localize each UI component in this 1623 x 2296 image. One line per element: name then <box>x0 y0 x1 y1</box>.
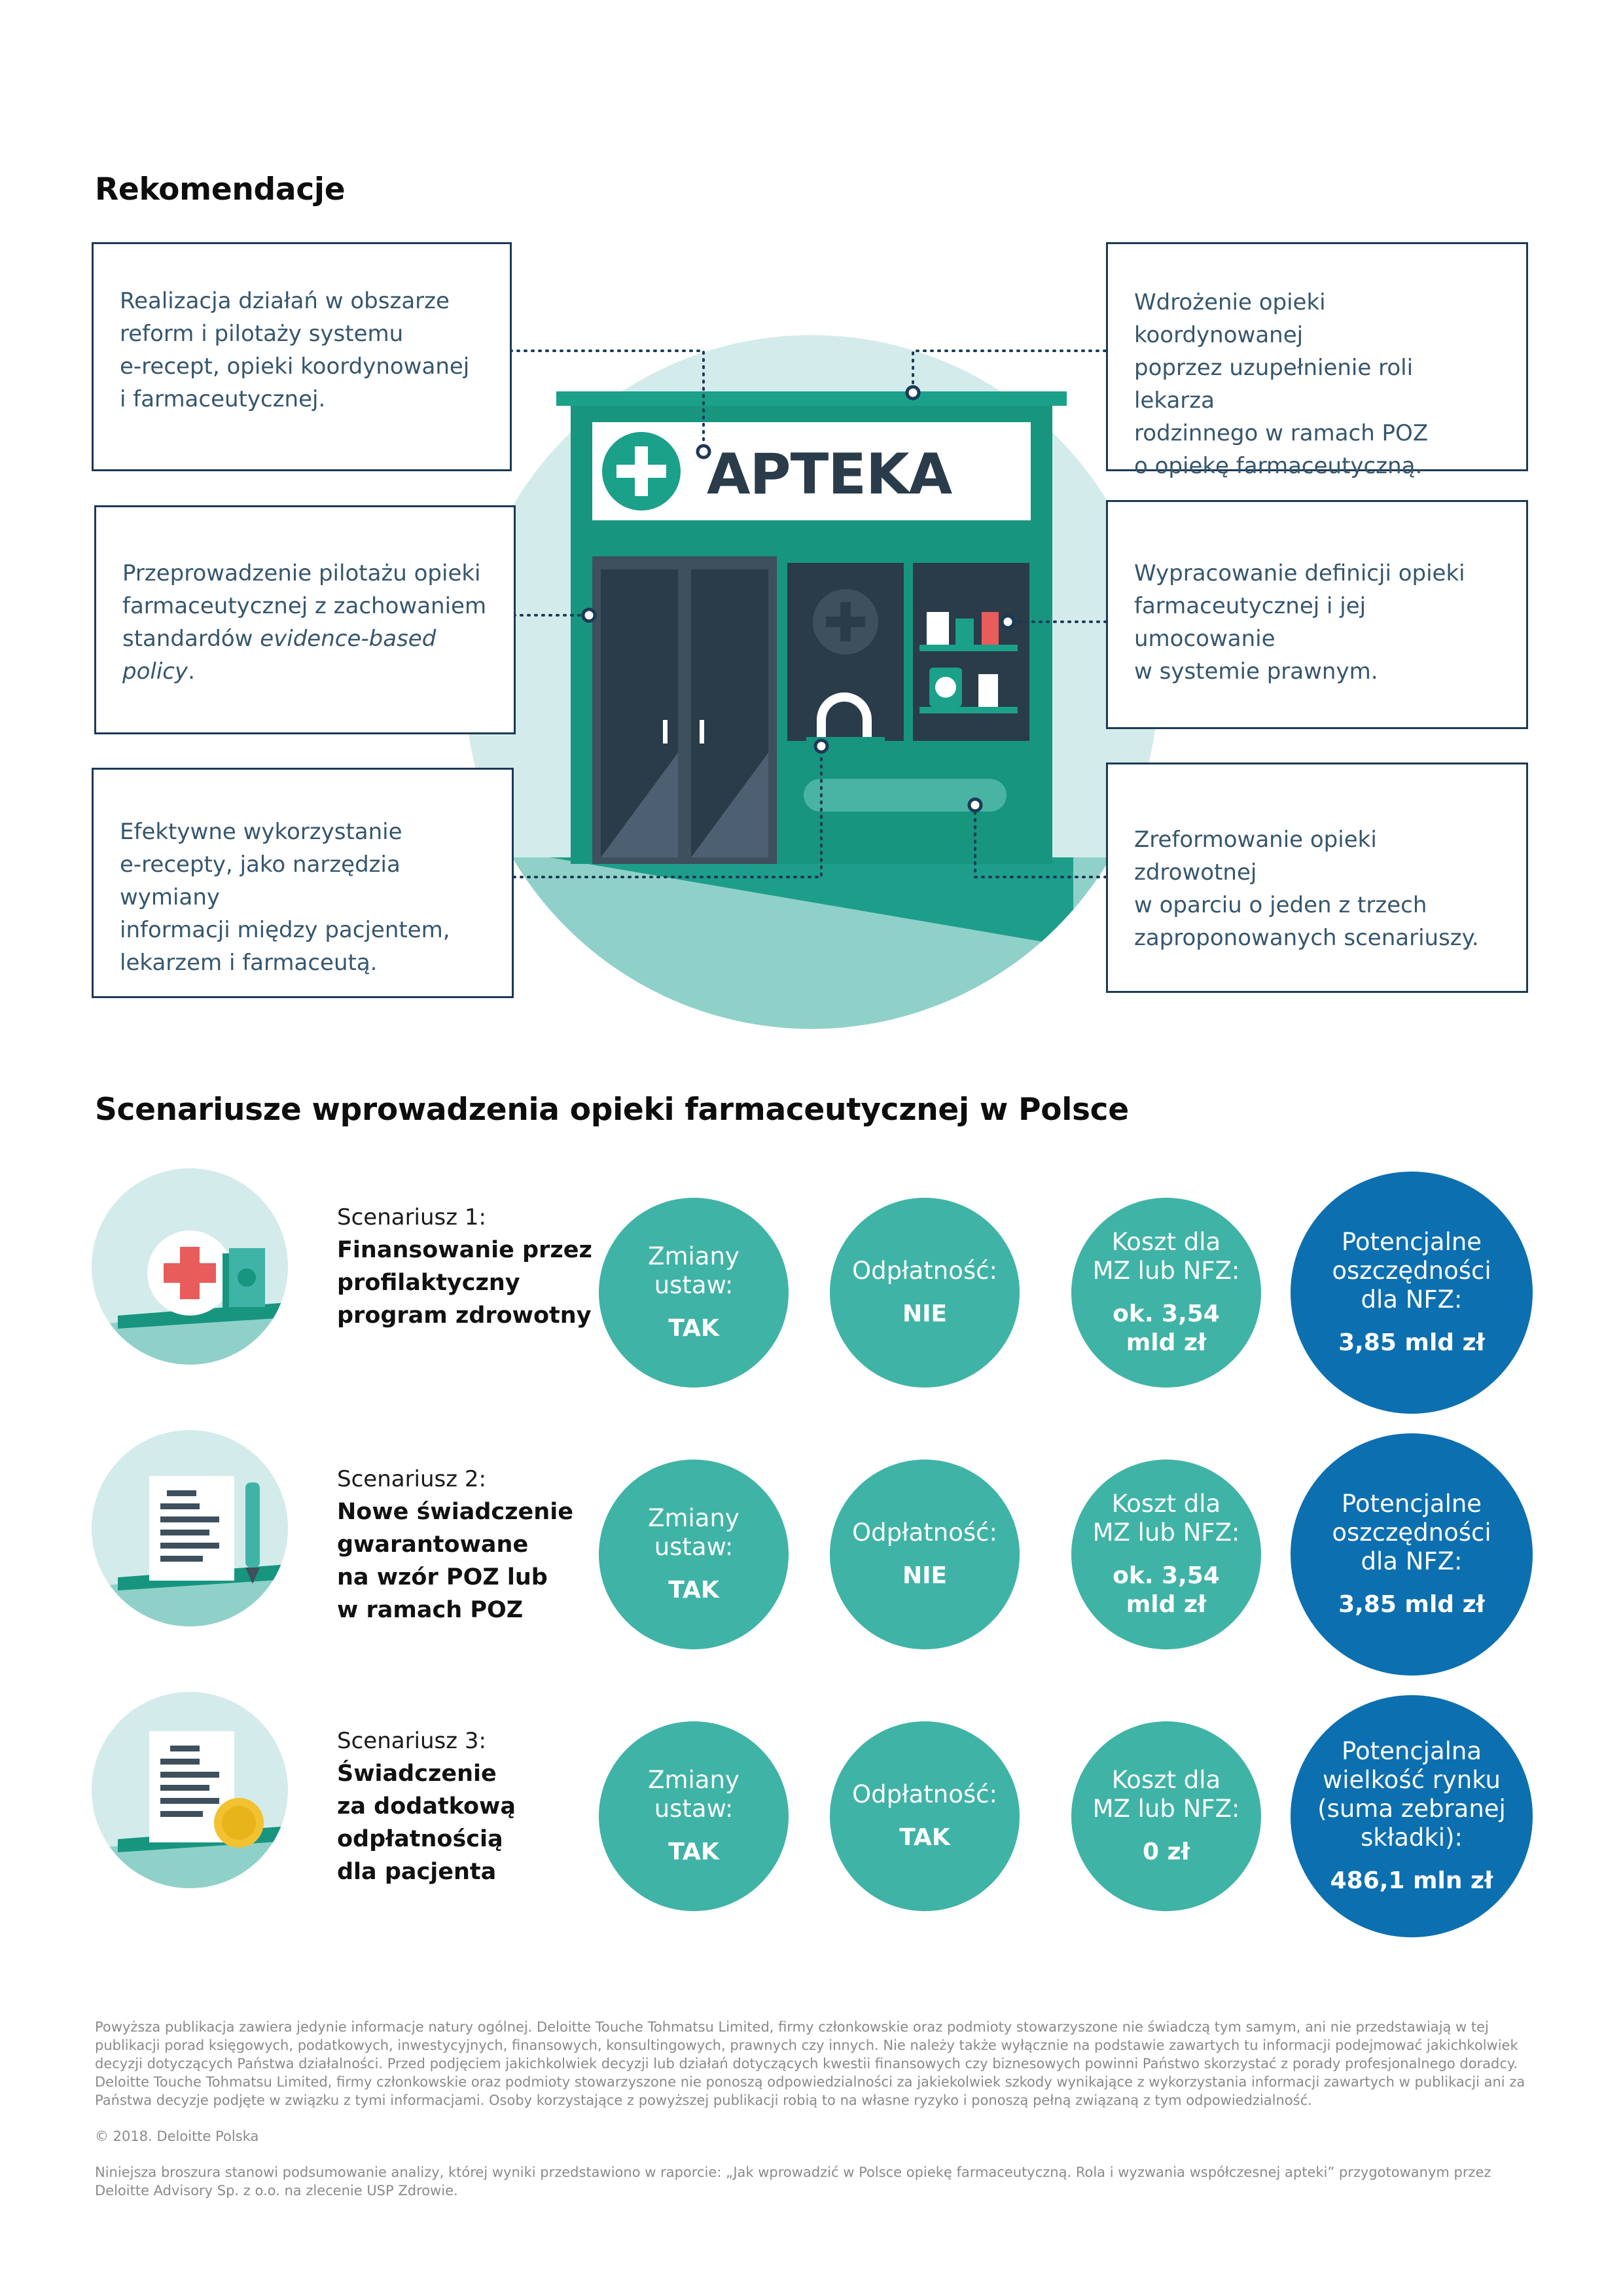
metric-label-line: Potencjalne <box>1341 1490 1482 1518</box>
scenario-metric-circle <box>1071 1460 1261 1649</box>
rec-4-line: w systemie prawnym. <box>1134 658 1378 685</box>
scenario-metric-circle <box>830 1721 1020 1911</box>
rec-5-line: e-recepty, jako narzędzia wymiany <box>120 852 401 910</box>
summary-line: Deloitte Advisory Sp. z o.o. na zlecenie USP Zdrowie. <box>95 2183 458 2198</box>
scenario-2-icon <box>92 1430 288 1626</box>
store-sign-text: APTEKA <box>707 442 952 507</box>
scenario-metric-circle <box>599 1460 789 1649</box>
metric-label-line: ustaw: <box>654 1533 734 1561</box>
metric-value: 3,85 mld zł <box>1338 1329 1485 1356</box>
disclaimer-line: Państwa decyzje podjęte w związku z tymi informacjami. Osoby korzystające z powyższej publikacji robią to na własne ryzyko i ponoszą pełną związaną z tym odpowiedzialność. <box>95 2092 1312 2108</box>
rec-4-line: farmaceutycznej i jej umocowanie <box>1134 593 1366 652</box>
metric-label-line: MZ lub NFZ: <box>1092 1257 1240 1285</box>
recommendation-box-3 <box>94 505 516 734</box>
rec-6-line: w oparciu o jeden z trzech <box>1134 892 1427 918</box>
rec-5-line: informacji między pacjentem, <box>120 917 450 943</box>
metric-value: NIE <box>902 1562 948 1589</box>
footer-summary <box>95 2163 1548 2200</box>
scenario-label: Scenariusz 2: <box>337 1466 487 1492</box>
metric-value: ok. 3,54 <box>1113 1562 1220 1589</box>
rec-6-line: zaproponowanych scenariuszy. <box>1134 925 1479 951</box>
rec-1-line: Realizacja działań w obszarze <box>120 288 450 314</box>
metric-label-line: wielkość rynku <box>1322 1766 1501 1794</box>
metric-label-line: Koszt dla <box>1111 1228 1221 1256</box>
rec-1-line: reform i pilotaży systemu <box>120 321 404 347</box>
metric-label-line: oszczędności <box>1332 1257 1491 1285</box>
metric-value: 0 zł <box>1143 1839 1190 1865</box>
recommendation-box-1 <box>92 242 512 471</box>
metric-label-line: Zmiany <box>648 1504 740 1532</box>
scenario-metric-circle <box>1071 1198 1261 1388</box>
scenario-title-line: odpłatnością <box>337 1826 503 1852</box>
summary-line: Niniejsza broszura stanowi podsumowanie analizy, której wyniki przedstawiono w raporcie: „Jak wprowadzić w Polsce opiekę farmaceutyczną. Rola i wyzwania współczesnej apteki” przygotowanym przez <box>95 2164 1491 2180</box>
recommendation-box-4 <box>1106 500 1528 729</box>
scenario-label: Scenariusz 1: <box>337 1204 487 1230</box>
metric-value: TAK <box>668 1315 719 1342</box>
metric-label-line: oszczędności <box>1332 1518 1491 1547</box>
metric-label-line: Zmiany <box>648 1766 740 1794</box>
metric-label-line: Potencjalne <box>1341 1228 1482 1256</box>
section-heading-scenariusze: Scenariusze wprowadzenia opieki farmaceutycznej w Polsce <box>95 1092 1129 1128</box>
recommendation-box-5 <box>92 768 514 998</box>
rec-6-line: Zreformowanie opieki zdrowotnej <box>1134 827 1377 886</box>
scenario-title-line: gwarantowane <box>337 1532 529 1558</box>
metric-label-line: MZ lub NFZ: <box>1092 1795 1240 1823</box>
metric-label-line: dla NFZ: <box>1361 1285 1463 1314</box>
scenario-1-icon <box>92 1168 288 1365</box>
metric-value: 3,85 mld zł <box>1338 1591 1485 1618</box>
metric-label-line: Potencjalna <box>1341 1737 1482 1765</box>
metric-label-line: Odpłatność: <box>852 1518 997 1547</box>
rec-5-line: lekarzem i farmaceutą. <box>120 950 378 976</box>
rec-3-line: farmaceutycznej z zachowaniem <box>122 593 487 619</box>
metric-value: TAK <box>899 1824 950 1851</box>
section-heading-rekomendacje: Rekomendacje <box>95 171 346 207</box>
rec-2-line: rodzinnego w ramach POZ <box>1134 420 1429 446</box>
scenario-metric-circle <box>1291 1433 1533 1676</box>
metric-value: 486,1 mln zł <box>1330 1867 1493 1894</box>
scenario-title-line: program zdrowotny <box>337 1302 592 1329</box>
scenario-label: Scenariusz 3: <box>337 1728 487 1754</box>
metric-label-line: Odpłatność: <box>852 1780 997 1808</box>
scenario-title-line: Świadczenie <box>337 1761 497 1787</box>
rec-1-line: e-recept, opieki koordynowanej <box>120 353 470 380</box>
disclaimer-line: Powyższa publikacja zawiera jedynie informacje natury ogólnej. Deloitte Touche Tohmatsu Limited, firmy członkowskie oraz podmioty stowarzyszone nie świadczą tym samym, ani nie przedstawiają w tej <box>95 2019 1489 2035</box>
scenario-title-line: na wzór POZ lub <box>337 1564 548 1590</box>
recommendation-box-2 <box>1106 242 1528 479</box>
scenario-title-line: za dodatkową <box>337 1793 516 1820</box>
scenario-title-line: Finansowanie przez <box>337 1237 592 1263</box>
rec-4-line: Wypracowanie definicji opieki <box>1134 560 1465 586</box>
metric-value: mld zł <box>1126 1591 1207 1618</box>
scenario-metric-circle <box>599 1721 789 1911</box>
metric-value: ok. 3,54 <box>1113 1300 1220 1327</box>
metric-label-line: ustaw: <box>654 1271 734 1299</box>
store-window-right <box>913 563 1029 741</box>
scenario-metric-circle <box>1071 1721 1261 1911</box>
scenario-title-line: w ramach POZ <box>337 1597 524 1623</box>
metric-label-line: (suma zebranej <box>1317 1795 1506 1823</box>
disclaimer-line: Deloitte Touche Tohmatsu Limited, firmy członkowskie oraz podmioty stowarzyszone nie ponoszą odpowiedzialności za jakiekolwiek szkody wynikające z wykorzystania informacji zawartych w publikacji ani za <box>95 2074 1525 2090</box>
scenario-text <box>337 1725 516 1888</box>
metric-label-line: ustaw: <box>654 1795 734 1823</box>
rec-2-line: o opiekę farmaceutyczną. <box>1134 453 1423 479</box>
metric-value: TAK <box>668 1839 719 1865</box>
scenario-metric-circle <box>599 1198 789 1388</box>
recommendation-box-6 <box>1106 762 1528 993</box>
scenario-metric-circle <box>1291 1695 1533 1937</box>
store-roof <box>556 391 1067 406</box>
metric-value: mld zł <box>1126 1329 1207 1356</box>
rec-1-line: i farmaceutycznej. <box>120 386 326 412</box>
metric-value: TAK <box>668 1577 719 1604</box>
metric-value: NIE <box>902 1300 948 1327</box>
scenario-title-line: profilaktyczny <box>337 1270 520 1296</box>
metric-label-line: Koszt dla <box>1111 1766 1221 1794</box>
rec-3-line: Przeprowadzenie pilotażu opieki <box>122 560 481 586</box>
metric-label-line: Odpłatność: <box>852 1257 997 1285</box>
metric-label-line: dla NFZ: <box>1361 1547 1463 1575</box>
scenario-text <box>337 1463 573 1626</box>
scenario-metric-circle <box>830 1460 1020 1649</box>
rec-2-line: poprzez uzupełnienie roli lekarza <box>1134 355 1414 414</box>
rec-3-line: standardów evidence-based policy. <box>122 626 437 685</box>
disclaimer-line: publikacji porad księgowych, podatkowych, inwestycyjnych, finansowych, konsultingowych, prawnych czy innych. Nie należy także wyłącznie na podstawie zawartych tu informacji podejmować jakichkolwiek <box>95 2037 1518 2053</box>
footer-disclaimer <box>95 2018 1548 2109</box>
metric-label-line: Koszt dla <box>1111 1490 1221 1518</box>
metric-label-line: MZ lub NFZ: <box>1092 1518 1240 1547</box>
scenario-title-line: Nowe świadczenie <box>337 1499 573 1525</box>
scenario-metric-circle <box>1291 1172 1533 1414</box>
metric-label-line: składki): <box>1361 1823 1463 1852</box>
footer-copyright: © 2018. Deloitte Polska <box>95 2128 259 2144</box>
rec-5-line: Efektywne wykorzystanie <box>120 819 402 845</box>
rec-2-line: Wdrożenie opieki koordynowanej <box>1134 289 1326 348</box>
scenario-text <box>337 1201 592 1332</box>
scenario-metric-circle <box>830 1198 1020 1388</box>
disclaimer-line: decyzji dotyczących Państwa działalności. Przed podjęciem jakichkolwiek decyzji lub działań dotyczących kwestii finansowych czy biznesowych powinni Państwo skorzystać z porady profesjonalnego doradcy. <box>95 2056 1518 2072</box>
scenario-title-line: dla pacjenta <box>337 1859 497 1885</box>
scenario-3-icon <box>92 1692 288 1888</box>
metric-label-line: Zmiany <box>648 1242 740 1270</box>
